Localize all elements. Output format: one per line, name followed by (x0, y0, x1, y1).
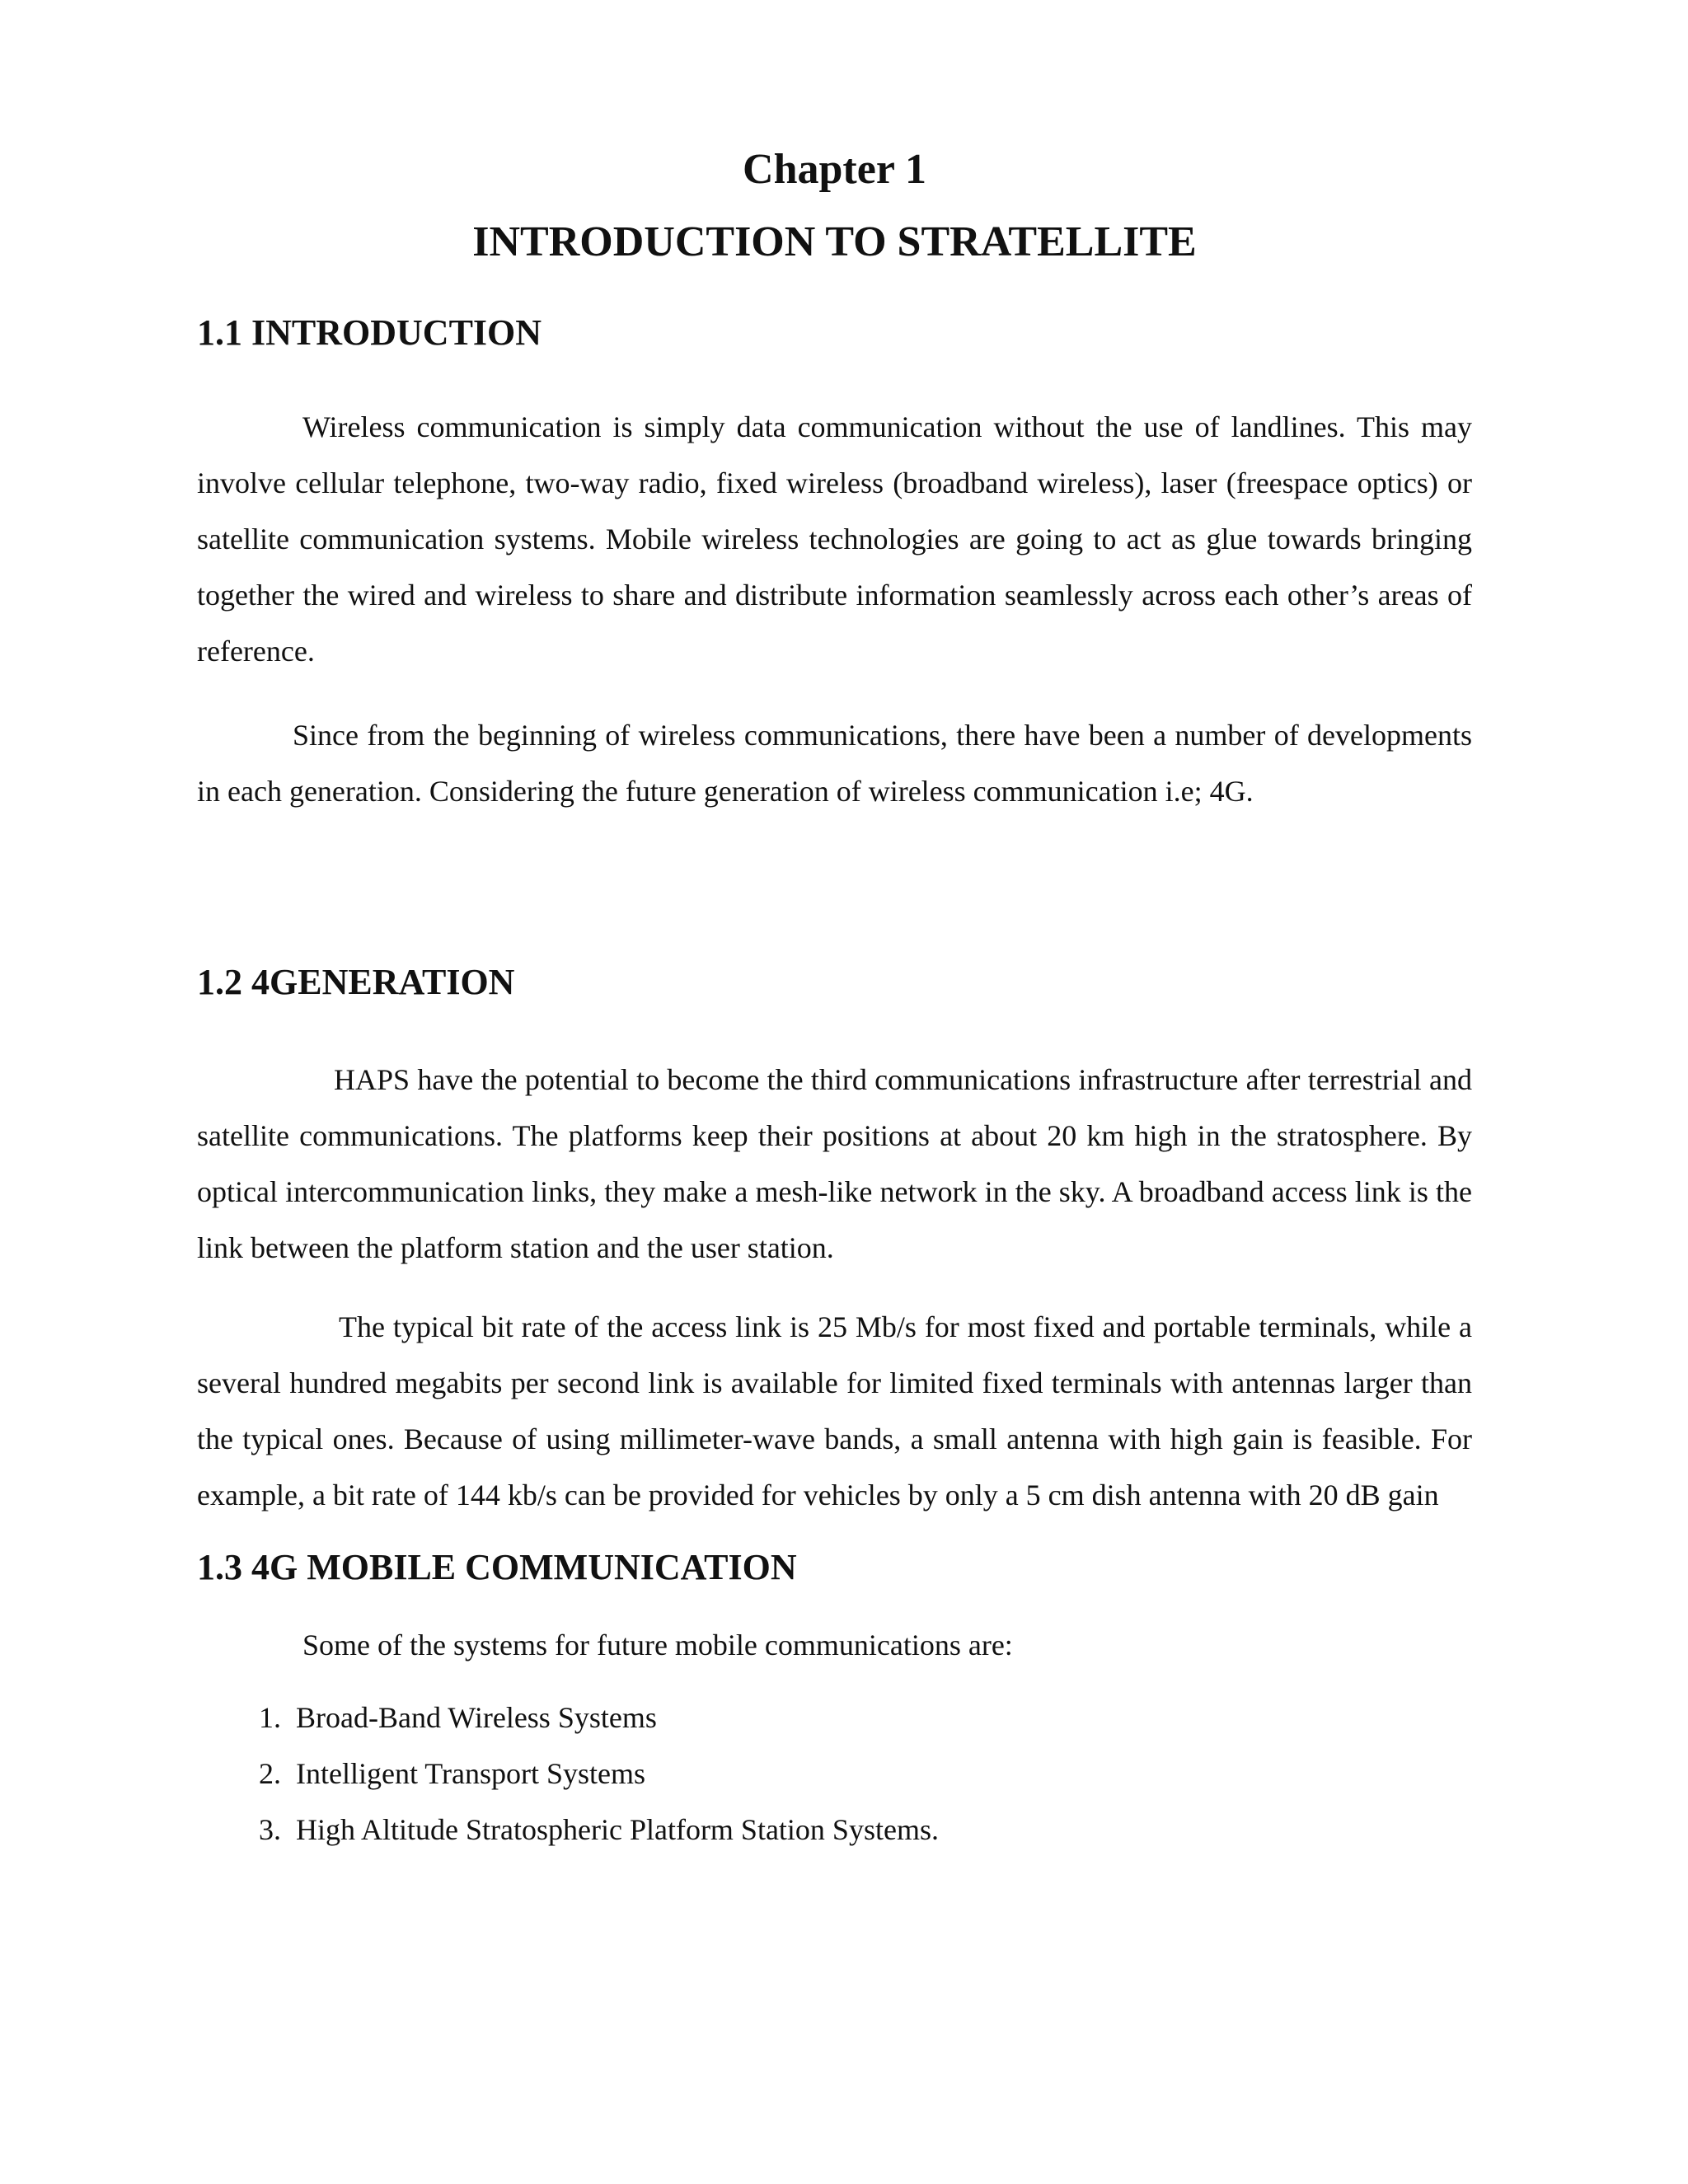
paragraph-4generation-1: HAPS have the potential to become the third communications infrastructure after terrestrial and satellite communications. The platforms keep their positions at about 20 km high in the stratosphere. By optical intercommunication links, they make a mesh-like network in the sky. A broadband access link is the link between the platform station and the user station. (197, 1063, 1472, 1264)
paragraph-introduction-1: Wireless communication is simply data communication without the use of landlines. This may involve cellular telephone, two-way radio, fixed wireless (broadband wireless), laser (freespace optics) or satellite communication systems. Mobile wireless technologies are going to act as glue towards bringing together the wired and wireless to share and distribute information seamlessly across each other’s areas of reference. (197, 410, 1472, 668)
section-heading-4generation: 1.2 4GENERATION (197, 962, 515, 1002)
systems-list (197, 1690, 1472, 1858)
list-item-number: 2. (259, 1757, 281, 1790)
paragraph-introduction-2: Since from the beginning of wireless communications, there have been a number of developments in each generation. Considering the future generation of wireless communication i.e; 4G. (197, 719, 1472, 808)
list-item-number: 3. (259, 1813, 281, 1846)
chapter-title: Chapter 1 (743, 146, 926, 193)
section-heading-4g-mobile: 1.3 4G MOBILE COMMUNICATION (197, 1547, 797, 1587)
chapter-subtitle: INTRODUCTION TO STRATELLITE (472, 218, 1197, 265)
section-heading-introduction: 1.1 INTRODUCTION (197, 312, 542, 353)
list-item-number: 1. (259, 1701, 281, 1734)
list-item (197, 1746, 1472, 1802)
page-content (197, 140, 1472, 1858)
list-item-text: High Altitude Stratospheric Platform Station Systems. (296, 1813, 939, 1846)
list-item-text: Broad-Band Wireless Systems (296, 1701, 657, 1734)
list-item (197, 1690, 1472, 1746)
list-item-text: Intelligent Transport Systems (296, 1757, 646, 1790)
paragraph-mobile-lead: Some of the systems for future mobile communications are: (302, 1629, 1013, 1661)
paragraph-4generation-2: The typical bit rate of the access link is 25 Mb/s for most fixed and portable terminals, while a several hundred megabits per second link is available for limited fixed terminals with antennas larger than the typical ones. Because of using millimeter-wave bands, a small antenna with high gain is feasible. For example, a bit rate of 144 kb/s can be provided for vehicles by only a 5 cm dish antenna with 20 dB gain (197, 1310, 1472, 1511)
list-item (197, 1802, 1472, 1858)
